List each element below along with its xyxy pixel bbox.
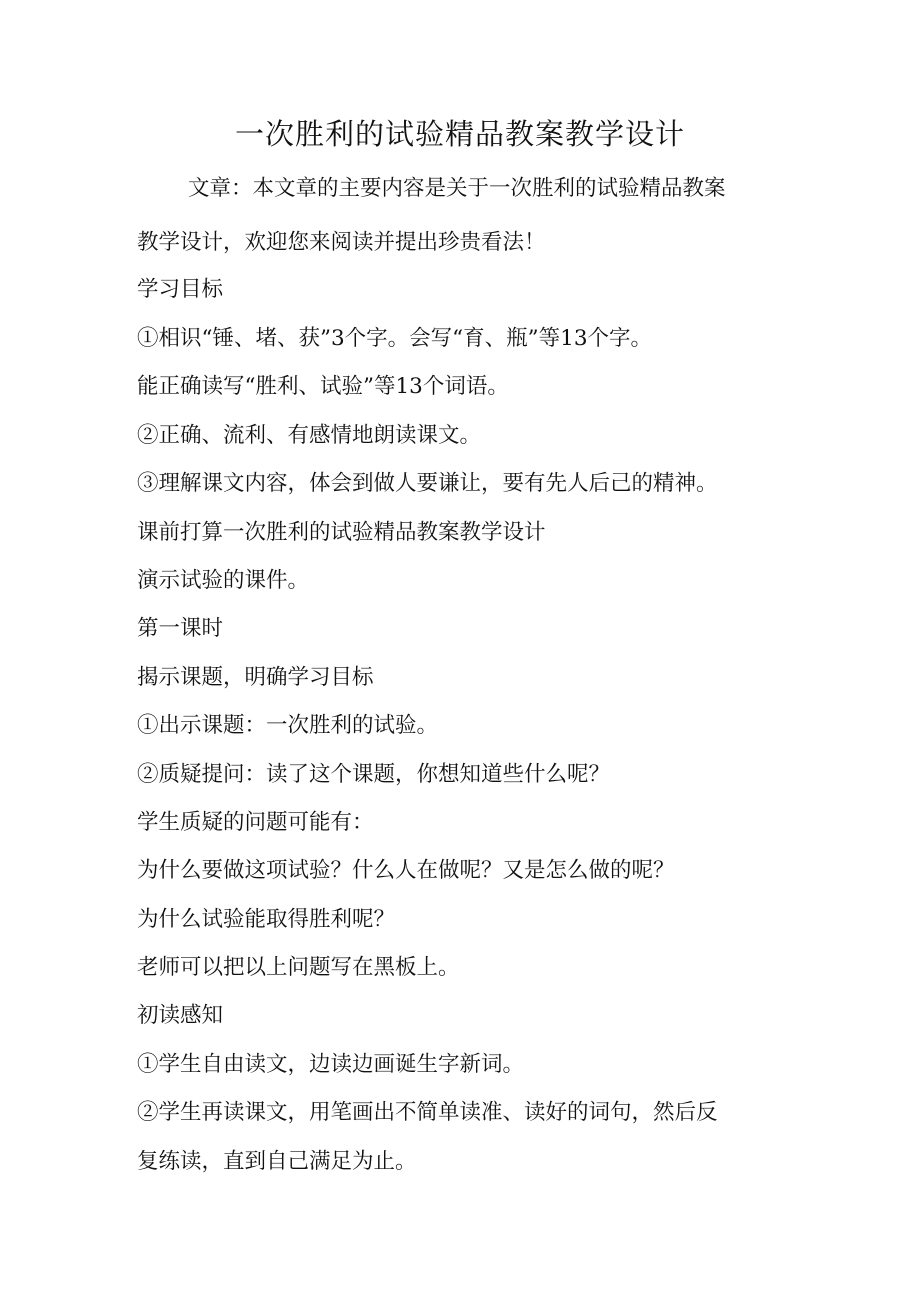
reading-item-2: ②学生再读课文，用笔画出不简单读准、读好的词句，然后反 bbox=[137, 1100, 718, 1125]
document-title: 一次胜利的试验精品教案教学设计 bbox=[234, 117, 685, 151]
intro-paragraph-line-2: 教学设计，欢迎您来阅读并提出珍贵看法！ bbox=[137, 230, 546, 255]
objective-item-1: ①相识“锤、堵、获”3个字。会写“育、瓶”等13个字。 bbox=[137, 326, 653, 351]
student-questions-intro: 学生质疑的问题可能有： bbox=[137, 810, 374, 835]
objective-item-2: ②正确、流利、有感情地朗读课文。 bbox=[137, 423, 482, 448]
step-heading-first-reading: 初读感知 bbox=[137, 1003, 224, 1028]
step-item-2: ②质疑提问：读了这个课题，你想知道些什么呢？ bbox=[137, 762, 611, 787]
objective-item-3: ③理解课文内容，体会到做人要谦让，要有先人后己的精神。 bbox=[137, 471, 718, 496]
reading-item-1: ①学生自由读文，边读边画诞生字新词。 bbox=[137, 1052, 525, 1077]
section-heading-objectives: 学习目标 bbox=[137, 277, 224, 302]
step-item-1: ①出示课题：一次胜利的试验。 bbox=[137, 713, 439, 738]
reading-item-2-continued: 复练读，直到自己满足为止。 bbox=[137, 1149, 417, 1174]
preparation-item: 演示试验的课件。 bbox=[137, 568, 310, 593]
intro-paragraph-line-1: 文章：本文章的主要内容是关于一次胜利的试验精品教案 bbox=[188, 176, 726, 201]
step-heading-reveal-topic: 揭示课题，明确学习目标 bbox=[137, 665, 374, 690]
student-question-2: 为什么试验能取得胜利呢？ bbox=[137, 907, 396, 932]
preparation-heading: 课前打算一次胜利的试验精品教案教学设计 bbox=[137, 520, 546, 545]
student-question-1: 为什么要做这项试验？什么人在做呢？又是怎么做的呢？ bbox=[137, 858, 675, 883]
teacher-note: 老师可以把以上问题写在黑板上。 bbox=[137, 955, 460, 980]
objective-item-1-continued: 能正确读写“胜利、试验”等13个词语。 bbox=[137, 374, 509, 399]
lesson-heading: 第一课时 bbox=[137, 616, 224, 641]
